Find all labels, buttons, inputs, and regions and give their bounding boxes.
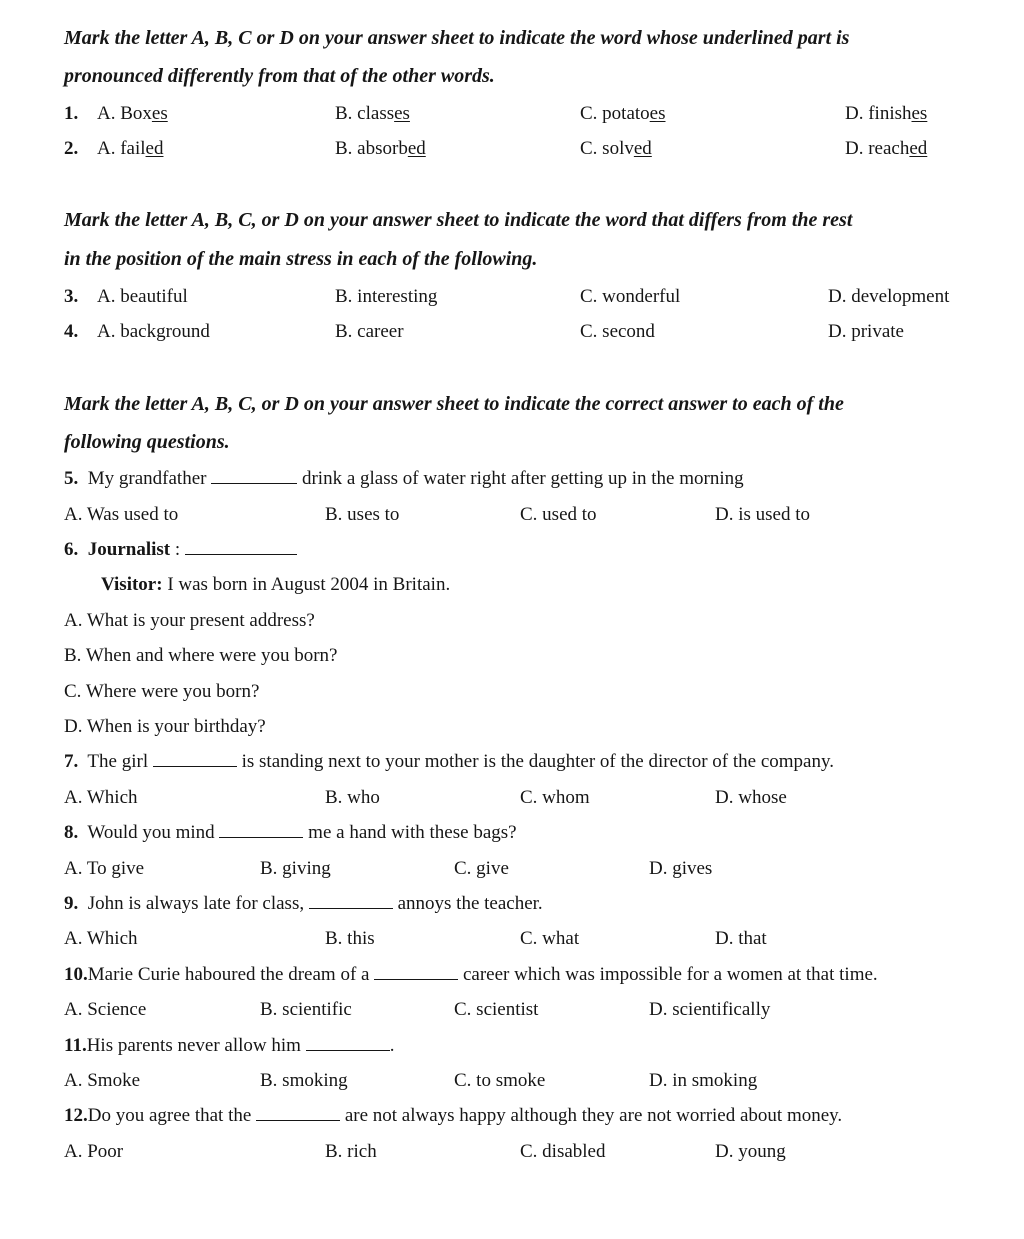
journalist-label: Journalist xyxy=(87,539,171,560)
option-b[interactable]: B. scientific xyxy=(260,999,352,1020)
option-a[interactable]: A. Smoke xyxy=(64,1070,140,1091)
question-number: 2. xyxy=(64,138,79,159)
answer-blank[interactable] xyxy=(306,1038,390,1051)
question-number: 8. xyxy=(64,822,79,843)
option-text: B. absorb xyxy=(335,138,408,159)
option-d[interactable]: D. gives xyxy=(649,858,713,879)
option-c[interactable] xyxy=(580,104,666,123)
question-text: Marie Curie haboured the dream of a xyxy=(87,964,370,985)
question-text: is standing next to your mother is the daughter of the director of the company. xyxy=(241,751,834,772)
question-text: me a hand with these bags? xyxy=(308,822,517,843)
option-c[interactable]: C. wonderful xyxy=(580,286,681,307)
colon: : xyxy=(170,539,181,560)
option-c[interactable]: C. second xyxy=(580,321,655,342)
question-12-stem xyxy=(64,1106,842,1125)
section-2-instruction-line-2: in the position of the main stress in each of the following. xyxy=(64,248,538,270)
question-number: 5. xyxy=(64,468,79,489)
option-b[interactable]: B. this xyxy=(325,928,375,949)
option-d[interactable] xyxy=(845,104,927,123)
visitor-text: I was born in August 2004 in Britain. xyxy=(162,574,451,595)
question-text: career which was impossible for a women at that time. xyxy=(462,964,878,985)
option-text: A. fail xyxy=(97,138,146,159)
option-text: A. Box xyxy=(97,103,152,124)
question-text: My grandfather xyxy=(87,468,207,489)
question-text: drink a glass of water right after getting up in the morning xyxy=(301,468,744,489)
option-c[interactable]: C. what xyxy=(520,928,580,949)
option-d[interactable]: D. in smoking xyxy=(649,1070,758,1091)
underlined-part: es xyxy=(394,103,410,124)
option-c[interactable]: C. Where were you born? xyxy=(64,681,260,702)
question-7-stem xyxy=(64,752,834,771)
option-c[interactable]: C. to smoke xyxy=(454,1070,546,1091)
underlined-part: ed xyxy=(145,138,164,159)
option-c[interactable] xyxy=(580,139,652,158)
option-a[interactable] xyxy=(97,104,168,123)
section-3-instruction-line-1: Mark the letter A, B, C, or D on your answer sheet to indicate the correct answer to each of the xyxy=(64,393,844,415)
question-8-stem xyxy=(64,823,517,842)
question-text: are not always happy although they are not worried about money. xyxy=(344,1105,843,1126)
option-d[interactable]: D. development xyxy=(828,286,950,307)
option-text: C. potato xyxy=(580,103,650,124)
option-b[interactable]: B. rich xyxy=(325,1141,377,1162)
option-text: D. finish xyxy=(845,103,912,124)
option-b[interactable]: B. career xyxy=(335,321,404,342)
option-d[interactable]: D. young xyxy=(715,1141,786,1162)
question-5-stem xyxy=(64,469,744,488)
option-a[interactable]: A. Which xyxy=(64,928,138,949)
question-text: annoys the teacher. xyxy=(397,893,543,914)
question-6-stem xyxy=(64,540,297,559)
option-c[interactable]: C. disabled xyxy=(520,1141,606,1162)
question-text: . xyxy=(389,1035,395,1056)
answer-blank[interactable] xyxy=(153,754,237,767)
answer-blank[interactable] xyxy=(219,825,303,838)
answer-blank[interactable] xyxy=(211,471,297,484)
option-a[interactable]: A. beautiful xyxy=(97,286,188,307)
option-a[interactable]: A. Which xyxy=(64,787,138,808)
visitor-label: Visitor: xyxy=(101,574,163,595)
option-a[interactable]: A. Science xyxy=(64,999,147,1020)
option-b[interactable] xyxy=(335,139,426,158)
question-number: 10. xyxy=(64,964,88,985)
section-1-instruction-line-1: Mark the letter A, B, C or D on your answer sheet to indicate the word whose underlined part is xyxy=(64,27,850,49)
question-11-stem xyxy=(64,1036,394,1055)
question-10-stem xyxy=(64,965,878,984)
question-text: Would you mind xyxy=(87,822,215,843)
option-d[interactable]: D. whose xyxy=(715,787,787,808)
underlined-part: ed xyxy=(909,138,928,159)
option-a[interactable]: A. What is your present address? xyxy=(64,610,315,631)
question-text: John is always late for class, xyxy=(87,893,305,914)
option-a[interactable]: A. Poor xyxy=(64,1141,124,1162)
underlined-part: ed xyxy=(407,138,426,159)
option-c[interactable]: C. used to xyxy=(520,504,597,525)
question-number: 4. xyxy=(64,321,79,342)
underlined-part: ed xyxy=(633,138,652,159)
question-number: 7. xyxy=(64,751,79,772)
question-text: The girl xyxy=(87,751,149,772)
section-1-instruction-line-2: pronounced differently from that of the other words. xyxy=(64,65,495,87)
option-b[interactable]: B. interesting xyxy=(335,286,438,307)
option-b[interactable]: B. smoking xyxy=(260,1070,348,1091)
question-number: 11. xyxy=(64,1035,87,1056)
answer-blank[interactable] xyxy=(256,1108,340,1121)
section-2-instruction-line-1: Mark the letter A, B, C, or D on your answer sheet to indicate the word that differs from the rest xyxy=(64,209,853,231)
option-a[interactable]: A. To give xyxy=(64,858,145,879)
option-b[interactable]: B. uses to xyxy=(325,504,400,525)
underlined-part: es xyxy=(911,103,928,124)
question-number: 1. xyxy=(64,103,79,124)
question-number: 3. xyxy=(64,286,79,307)
option-d[interactable]: D. private xyxy=(828,321,904,342)
option-text: B. class xyxy=(335,103,395,124)
option-b[interactable] xyxy=(335,104,410,123)
option-a[interactable]: A. background xyxy=(97,321,210,342)
option-c[interactable]: C. scientist xyxy=(454,999,539,1020)
answer-blank[interactable] xyxy=(374,967,458,980)
option-b[interactable]: B. who xyxy=(325,787,380,808)
question-9-stem xyxy=(64,894,543,913)
question-number: 9. xyxy=(64,893,79,914)
option-d[interactable]: D. scientifically xyxy=(649,999,771,1020)
option-b[interactable]: B. giving xyxy=(260,858,331,879)
answer-blank[interactable] xyxy=(185,542,297,555)
question-number: 6. xyxy=(64,539,79,560)
option-c[interactable]: C. give xyxy=(454,858,509,879)
option-c[interactable]: C. whom xyxy=(520,787,590,808)
option-d[interactable]: D. that xyxy=(715,928,767,949)
option-d[interactable]: D. When is your birthday? xyxy=(64,716,266,737)
option-text: D. reach xyxy=(845,138,910,159)
question-text: Do you agree that the xyxy=(87,1105,252,1126)
option-b[interactable]: B. When and where were you born? xyxy=(64,645,338,666)
option-a[interactable]: A. Was used to xyxy=(64,504,179,525)
question-text: His parents never allow him xyxy=(86,1035,301,1056)
question-number: 12. xyxy=(64,1105,88,1126)
option-a[interactable] xyxy=(97,139,163,158)
underlined-part: es xyxy=(649,103,666,124)
underlined-part: es xyxy=(151,103,168,124)
option-text: C. solv xyxy=(580,138,634,159)
visitor-line xyxy=(101,575,450,594)
section-3-instruction-line-2: following questions. xyxy=(64,431,230,453)
option-d[interactable] xyxy=(845,139,927,158)
answer-blank[interactable] xyxy=(309,896,393,909)
option-d[interactable]: D. is used to xyxy=(715,504,810,525)
